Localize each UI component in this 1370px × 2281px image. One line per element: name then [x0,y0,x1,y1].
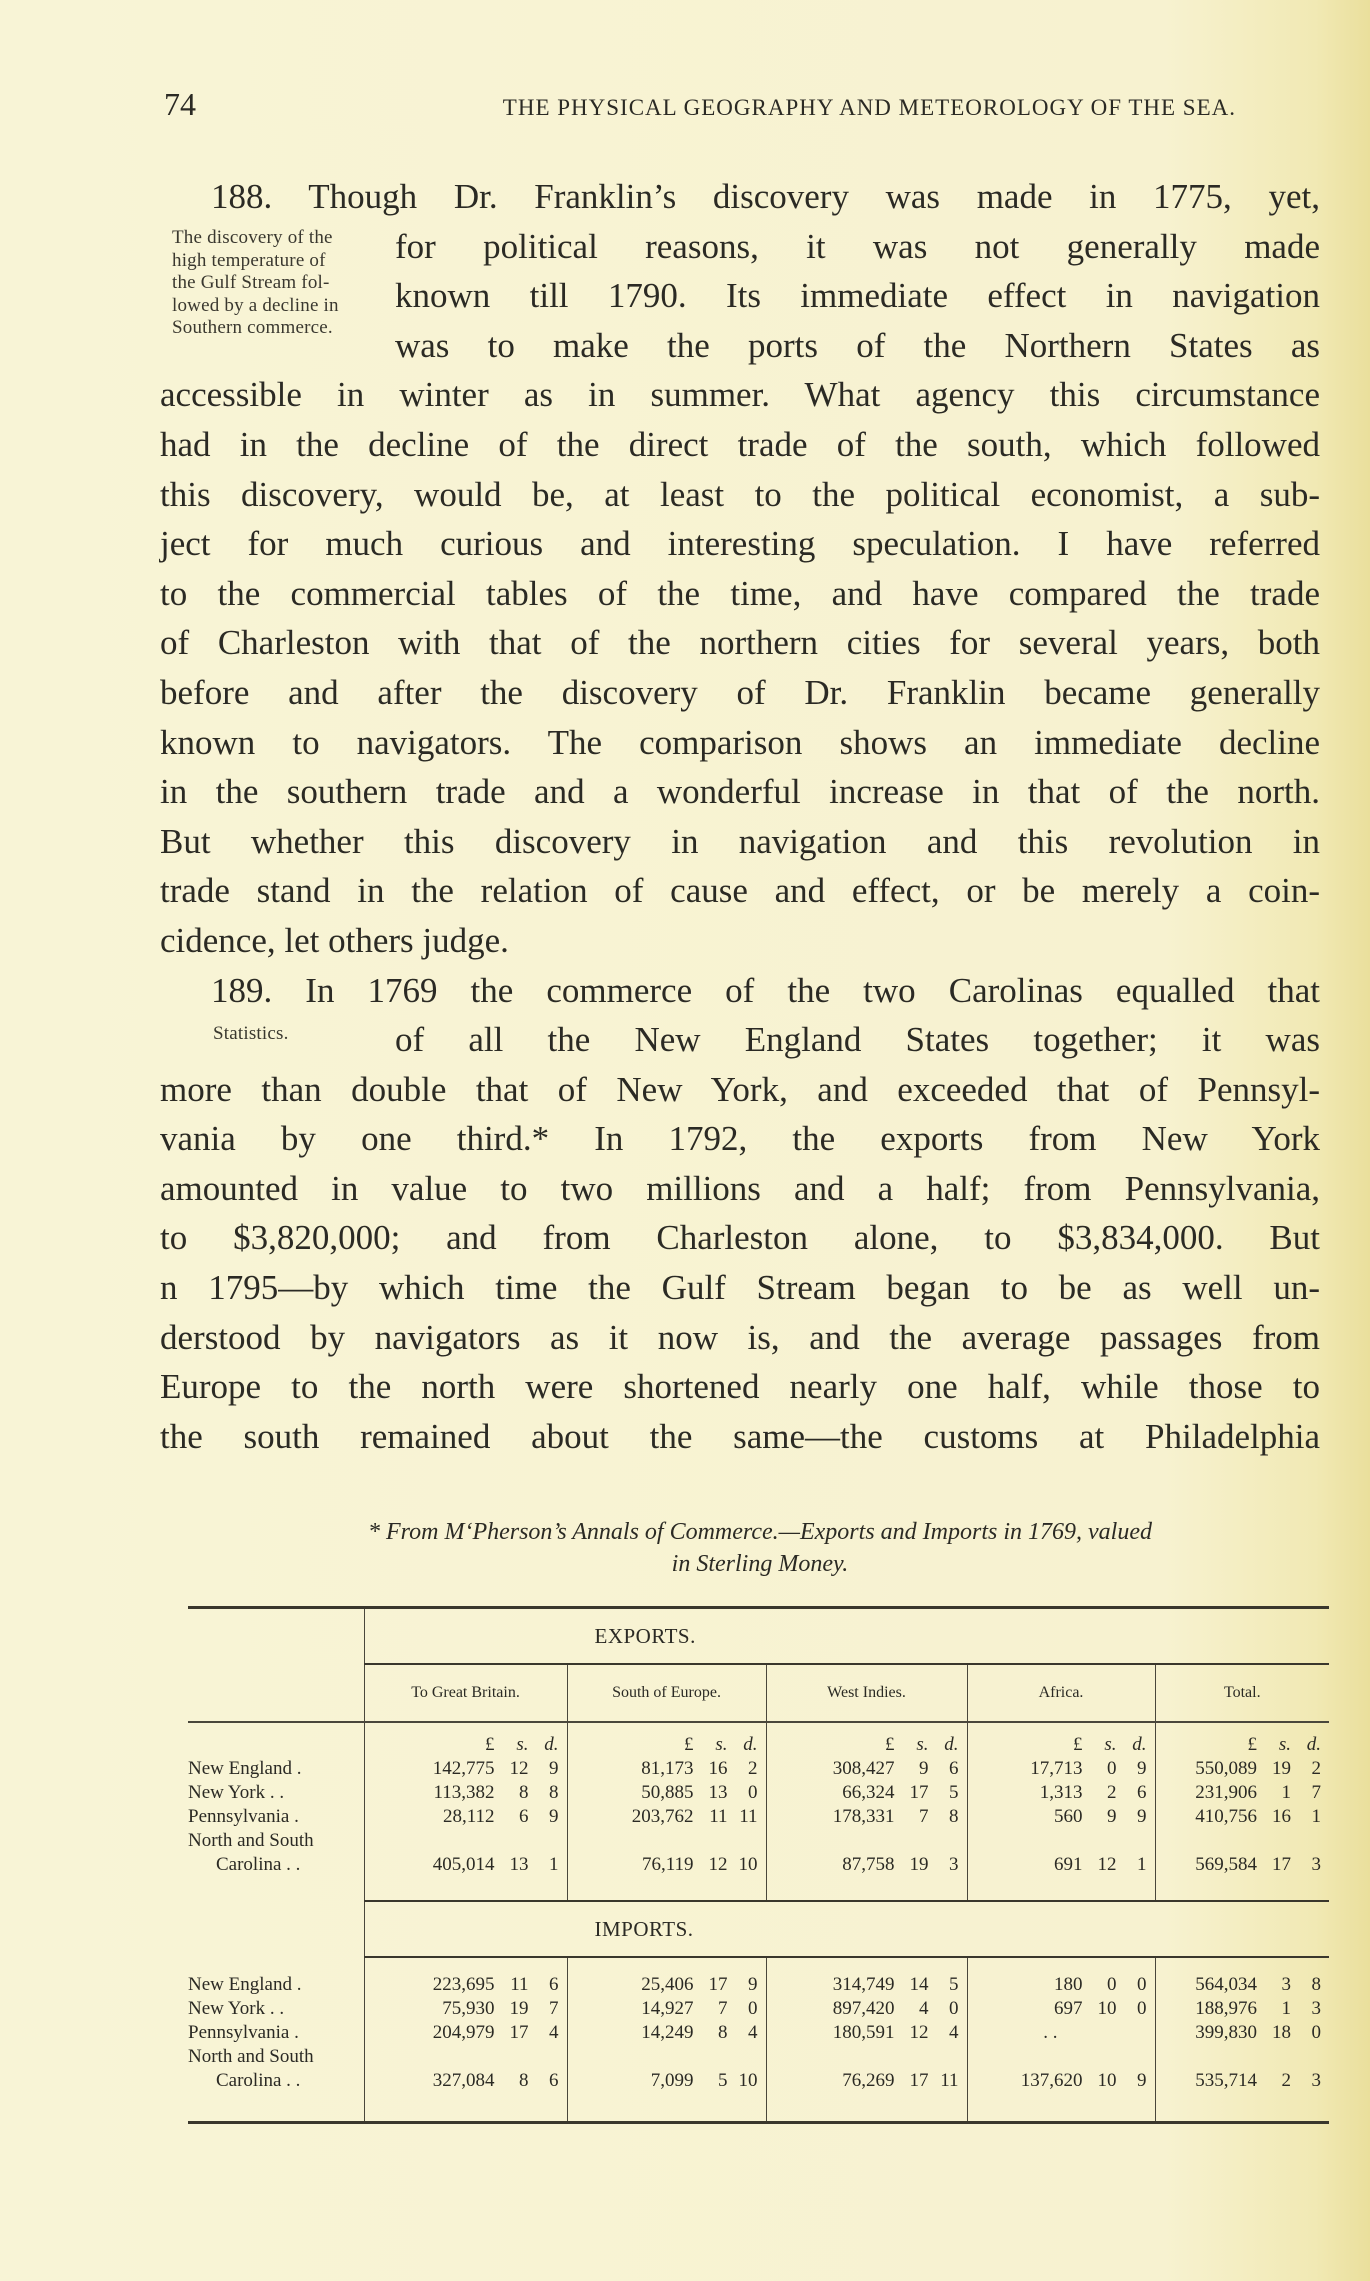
amount-cell [766,1997,967,2021]
section-title-row [188,1608,1329,1665]
shillings-value: 10 [1097,1998,1117,2019]
spacer-cell [1155,1877,1329,1901]
shillings-value: 7 [718,1998,728,2019]
text-line: for political reasons, it was not generally made [395,226,1320,266]
spacer-cell [766,1877,967,1901]
shillings-value: 12 [509,1758,529,1779]
shillings-value: 8 [718,2022,728,2043]
shillings-value: 1 [1281,1998,1292,2019]
shillings-unit: s. [516,1734,529,1755]
text-line: 188. Though Dr. Franklin’s discovery was made in 1775, yet, [211,177,1320,216]
pounds-value: . . [1043,2022,1058,2043]
text-line: before and after the discovery of Dr. Franklin became generally [160,672,1320,712]
spacer-row [188,2093,1329,2123]
amount-cell [766,1757,967,1781]
pence-value: 9 [1137,2070,1147,2091]
shillings-value: 17 [509,2022,529,2043]
shillings-value: 11 [709,1806,728,1827]
amount-cell [364,2021,567,2045]
text-line: to $3,820,000; and from Charleston alone, to $3,834,000. But [160,1218,1320,1258]
table-row [188,1781,1329,1805]
section-title: IMPORTS. [364,1901,1329,1957]
text-line: ject for much curious and interesting speculation. I have referred [160,524,1320,564]
amount-cell [1155,1829,1329,1877]
row-label-line: North and South [188,1830,314,1851]
row-label [188,1757,364,1781]
pence-value: 0 [748,1998,758,2019]
amount-cell [1155,1781,1329,1805]
table-row [188,1805,1329,1829]
pence-unit: d. [743,1734,758,1755]
pounds-unit: £ [684,1734,694,1755]
pounds-value: 180 [1054,1974,1083,1995]
shillings-value: 14 [909,1974,929,1995]
pounds-value: 14,249 [641,2022,694,2043]
units-cell [1155,1722,1329,1757]
pounds-value: 142,775 [432,1758,495,1779]
pence-value: 3 [1311,1998,1322,2019]
pounds-value: 308,427 [832,1758,895,1779]
amount-cell [766,1805,967,1829]
label-cell [188,1957,364,1973]
shillings-value: 0 [1107,1758,1117,1779]
pounds-value: 81,173 [641,1758,694,1779]
row-label-line: New England . [188,1758,302,1779]
amount-cell [567,1997,766,2021]
pence-value: 0 [1311,2022,1322,2043]
pence-value: 0 [1137,1974,1147,1995]
row-label [188,1781,364,1805]
page-number: 74 [164,86,196,122]
amount-cell [364,1757,567,1781]
footnote-line: * From M‘Pherson’s Annals of Commerce.—Exports and Imports in 1769, valued [368,1519,1152,1545]
pounds-value: 87,758 [842,1854,895,1875]
pounds-value: 14,927 [641,1998,694,2019]
amount-cell [967,1829,1155,1877]
shillings-value: 16 [708,1758,728,1779]
sidenote-line: lowed by a decline in [172,294,339,316]
pounds-value: 113,382 [433,1782,495,1803]
amount-cell [567,1829,766,1877]
pence-value: 9 [549,1758,559,1779]
row-label [188,1829,364,1877]
pounds-value: 569,584 [1195,1854,1258,1875]
column-header: Africa. [967,1664,1155,1722]
pence-value: 8 [949,1806,959,1827]
shillings-value: 3 [1281,1974,1292,1995]
pence-value: 1 [1311,1806,1322,1827]
column-header: Total. [1155,1664,1329,1722]
text-line: this discovery, would be, at least to the political economist, a sub- [160,474,1320,514]
text-line: known to navigators. The comparison shows an immediate decline [160,722,1320,762]
pounds-value: 25,406 [641,1974,694,1995]
units-cell [766,1722,967,1757]
sidenote-line: Southern commerce. [172,317,333,338]
text-line: was to make the ports of the Northern States as [395,325,1320,365]
shillings-value: 2 [1107,1782,1117,1803]
pounds-unit: £ [1247,1734,1258,1755]
shillings-value: 9 [1107,1806,1117,1827]
section-title: EXPORTS. [364,1608,1329,1665]
amount-cell [364,1805,567,1829]
text-line: derstood by navigators as it now is, and the average passages from [160,1317,1320,1357]
spacer-cell [1155,2093,1329,2123]
row-label-line: Pennsylvania . [188,1806,299,1827]
amount-cell [967,1973,1155,1997]
shillings-value: 2 [1281,2070,1292,2091]
footnote-line: in Sterling Money. [671,1551,849,1577]
pounds-value: 223,695 [432,1974,495,1995]
pounds-value: 314,749 [832,1974,895,1995]
pounds-value: 535,714 [1195,2070,1258,2091]
shillings-unit: s. [916,1734,929,1755]
pence-value: 6 [949,1758,959,1779]
pence-value: 5 [949,1974,959,1995]
sidenote-statistics: Statistics. [213,1023,289,1044]
spacer-cell [364,1957,567,1973]
trade-statistics-table [188,1606,1329,2124]
pence-value: 2 [1311,1758,1322,1779]
amount-cell [766,2045,967,2093]
text-line: the south remained about the same—the customs at Philadelphia [160,1416,1320,1456]
pounds-value: 327,084 [432,2070,495,2091]
pounds-value: 180,591 [832,2022,895,2043]
pence-value: 9 [748,1974,758,1995]
body-text [160,172,1320,1461]
text-line: But whether this discovery in navigation and this revolution in [160,821,1320,861]
pounds-value: 178,331 [832,1806,895,1827]
spacer-cell [364,2093,567,2123]
table-row [188,1757,1329,1781]
pounds-value: 7,099 [650,2070,694,2091]
units-row [188,1722,1329,1757]
table-row [188,1997,1329,2021]
text-line: accessible in winter as in summer. What agency this circumstance [160,375,1320,415]
pence-value: 9 [1137,1758,1147,1779]
pence-value: 0 [949,1998,959,2019]
pounds-value: 66,324 [842,1782,895,1803]
column-header: To Great Britain. [364,1664,567,1722]
pence-unit: d. [1306,1734,1322,1755]
pounds-value: 75,930 [442,1998,495,2019]
running-head [164,86,1236,123]
table-row [188,1829,1329,1877]
pence-value: 0 [748,1782,758,1803]
pence-value: 6 [549,1974,559,1995]
shillings-value: 5 [718,2070,728,2091]
spacer-row [188,1877,1329,1901]
amount-cell [766,1829,967,1877]
section-title-row [188,1901,1329,1957]
row-label-line: New York . . [188,1998,285,2019]
amount-cell [567,1781,766,1805]
label-cell [188,2093,364,2123]
shillings-value: 4 [919,1998,929,2019]
pence-value: 3 [949,1854,959,1875]
amount-cell [766,1973,967,1997]
text-line: in the southern trade and a wonderful increase in that of the north. [160,772,1320,812]
text-line: to the commercial tables of the time, and have compared the trade [160,573,1320,613]
pence-unit: d. [1132,1734,1147,1755]
spacer-cell [967,2093,1155,2123]
label-cell [188,1608,364,1665]
pence-value: 4 [748,2022,758,2043]
pounds-value: 203,762 [631,1806,694,1827]
sidenote-line: The discovery of the [172,227,333,248]
pence-value: 0 [1137,1998,1147,2019]
pounds-value: 76,119 [641,1854,694,1875]
pounds-value: 204,979 [432,2022,495,2043]
pounds-unit: £ [1073,1734,1083,1755]
table-row [188,2021,1329,2045]
spacer-cell [567,2093,766,2123]
label-cell [188,1901,364,1957]
pounds-value: 399,830 [1195,2022,1258,2043]
spacer-cell [967,1877,1155,1901]
pence-value: 7 [1311,1782,1322,1803]
amount-cell [967,2045,1155,2093]
shillings-value: 8 [519,1782,529,1803]
amount-cell [967,1805,1155,1829]
pence-value: 4 [549,2022,559,2043]
pence-value: 6 [1137,1782,1147,1803]
shillings-value: 7 [919,1806,929,1827]
shillings-value: 19 [509,1998,529,2019]
spacer-cell [567,1957,766,1973]
pence-value: 1 [549,1854,559,1875]
table-row [188,2045,1329,2093]
pounds-value: 17,713 [1030,1758,1083,1779]
amount-cell [567,1805,766,1829]
column-header-row [188,1664,1329,1722]
row-label [188,1973,364,1997]
pence-value: 8 [549,1782,559,1803]
shillings-value: 17 [909,1782,929,1803]
pounds-value: 231,906 [1195,1782,1258,1803]
pounds-value: 897,420 [832,1998,895,2019]
shillings-value: 17 [1272,1854,1292,1875]
shillings-value: 17 [708,1974,728,1995]
row-label-line: Carolina . . [216,2070,301,2091]
amount-cell [766,1781,967,1805]
shillings-value: 12 [708,1854,728,1875]
pounds-unit: £ [485,1734,495,1755]
pounds-value: 560 [1054,1806,1083,1827]
pounds-value: 410,756 [1195,1806,1258,1827]
row-label-line: Carolina . . [216,1854,301,1875]
amount-cell [967,1757,1155,1781]
pence-value: 3 [1311,2070,1322,2091]
shillings-unit: s. [715,1734,728,1755]
text-line: trade stand in the relation of cause and effect, or be merely a coin- [160,871,1320,911]
spacer-cell [567,1877,766,1901]
shillings-value: 1 [1281,1782,1292,1803]
row-label [188,1997,364,2021]
text-line: 189. In 1769 the commerce of the two Carolinas equalled that [211,970,1320,1010]
footnote [190,1516,1330,1580]
pounds-value: 697 [1054,1998,1083,2019]
text-line: known till 1790. Its immediate effect in navigation [395,276,1320,316]
spacer-cell [1155,1957,1329,1973]
amount-cell [1155,2045,1329,2093]
pence-value: 7 [549,1998,559,2019]
amount-cell [967,2021,1155,2045]
amount-cell [766,2021,967,2045]
pence-value: 11 [739,1806,758,1827]
amount-cell [1155,1997,1329,2021]
row-label [188,1805,364,1829]
shillings-value: 12 [909,2022,929,2043]
pounds-value: 691 [1054,1854,1083,1875]
units-cell [364,1722,567,1757]
pence-value: 9 [549,1806,559,1827]
shillings-value: 9 [919,1758,929,1779]
amount-cell [1155,2021,1329,2045]
pence-unit: d. [544,1734,559,1755]
column-header: South of Europe. [567,1664,766,1722]
shillings-value: 18 [1272,2022,1292,2043]
shillings-value: 17 [909,2070,929,2091]
amount-cell [567,1757,766,1781]
shillings-value: 13 [509,1854,529,1875]
spacer-cell [364,1877,567,1901]
pence-unit: d. [944,1734,959,1755]
pence-value: 3 [1311,1854,1322,1875]
pence-value: 2 [748,1758,758,1779]
spacer-cell [766,2093,967,2123]
label-cell [188,1722,364,1757]
text-line: more than double that of New York, and exceeded that of Pennsyl- [160,1069,1320,1109]
sidenote-line: the Gulf Stream fol- [172,272,330,293]
row-label-line: North and South [188,2046,314,2067]
running-title: THE PHYSICAL GEOGRAPHY AND METEOROLOGY OF THE SEA. [502,95,1236,120]
spacer-row [188,1957,1329,1973]
pounds-unit: £ [885,1734,895,1755]
text-line: of all the New England States together; it was [395,1020,1320,1060]
amount-cell [1155,1973,1329,1997]
units-cell [967,1722,1155,1757]
shillings-value: 19 [909,1854,929,1875]
text-line: Europe to the north were shortened nearly one half, while those to [160,1367,1320,1407]
label-cell [188,1664,364,1722]
pence-value: 11 [940,2070,959,2091]
spacer-cell [766,1957,967,1973]
row-label [188,2045,364,2093]
pounds-value: 188,976 [1195,1998,1258,2019]
pounds-value: 76,269 [842,2070,895,2091]
spacer-cell [967,1957,1155,1973]
pence-value: 10 [738,2070,758,2091]
pence-value: 5 [949,1782,959,1803]
shillings-value: 11 [510,1974,529,1995]
pence-value: 10 [738,1854,758,1875]
pence-value: 8 [1311,1974,1322,1995]
amount-cell [364,1829,567,1877]
sidenote-line: high temperature of [172,249,326,271]
text-line: cidence, let others judge. [160,920,509,960]
units-cell [567,1722,766,1757]
shillings-value: 12 [1097,1854,1117,1875]
shillings-value: 13 [708,1782,728,1803]
row-label-line: New England . [188,1974,302,1995]
amount-cell [967,1781,1155,1805]
amount-cell [967,1997,1155,2021]
shillings-value: 19 [1272,1758,1292,1779]
text-line: had in the decline of the direct trade of the south, which followed [160,424,1320,464]
amount-cell [567,1973,766,1997]
pounds-value: 564,034 [1195,1974,1258,1995]
shillings-value: 8 [519,2070,529,2091]
shillings-value: 6 [519,1806,529,1827]
column-header: West Indies. [766,1664,967,1722]
pounds-value: 28,112 [442,1806,495,1827]
row-label [188,2021,364,2045]
amount-cell [1155,1757,1329,1781]
amount-cell [1155,1805,1329,1829]
table-row [188,1973,1329,1997]
shillings-value: 0 [1107,1974,1117,1995]
pence-value: 6 [549,2070,559,2091]
pounds-value: 1,313 [1039,1782,1083,1803]
pounds-value: 405,014 [432,1854,495,1875]
shillings-value: 10 [1097,2070,1117,2091]
text-line: amounted in value to two millions and a half; from Pennsylvania, [160,1168,1320,1208]
amount-cell [364,1973,567,1997]
pence-value: 4 [949,2022,959,2043]
text-line: n 1795—by which time the Gulf Stream began to be as well un- [160,1268,1320,1308]
text-line: vania by one third.* In 1792, the exports from New York [160,1119,1320,1159]
shillings-unit: s. [1104,1734,1117,1755]
amount-cell [364,1781,567,1805]
pounds-value: 550,089 [1195,1758,1258,1779]
row-label-line: Pennsylvania . [188,2022,299,2043]
shillings-value: 16 [1272,1806,1292,1827]
pounds-value: 50,885 [641,1782,694,1803]
amount-cell [567,2045,766,2093]
row-label-line: New York . . [188,1782,285,1803]
label-cell [188,1877,364,1901]
amount-cell [364,2045,567,2093]
amount-cell [364,1997,567,2021]
pounds-value: 137,620 [1020,2070,1083,2091]
shillings-unit: s. [1278,1734,1292,1755]
amount-cell [567,2021,766,2045]
text-line: of Charleston with that of the northern cities for several years, both [160,623,1320,663]
pence-value: 1 [1137,1854,1147,1875]
pence-value: 9 [1137,1806,1147,1827]
